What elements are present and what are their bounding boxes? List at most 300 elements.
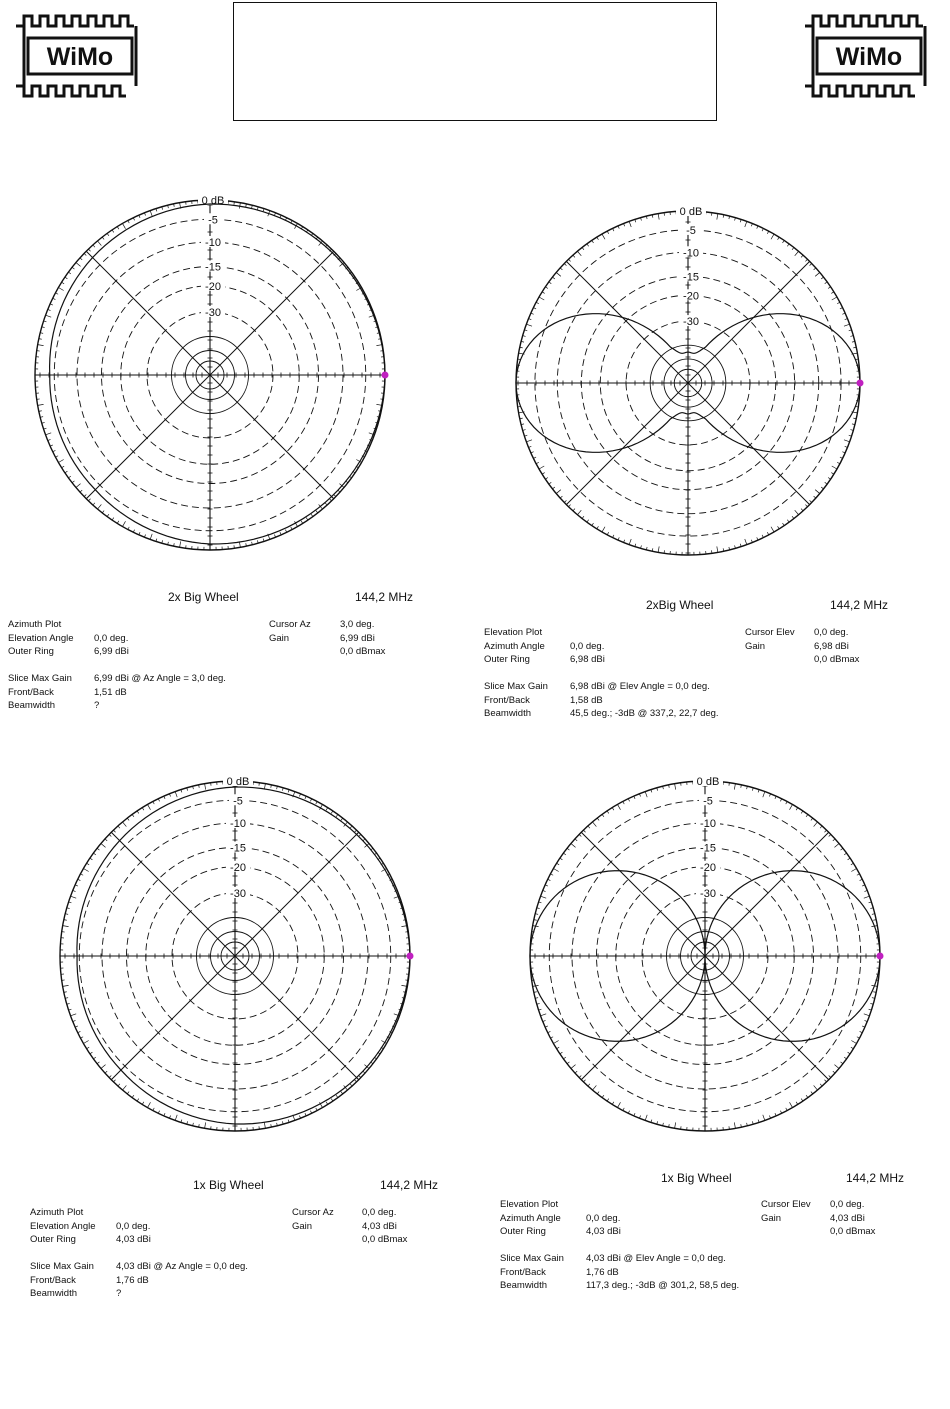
ring-tick [844,324,850,326]
info-value: 6,98 dBi @ Elev Angle = 0,0 deg. [570,681,710,692]
ring-label: -30 [230,888,246,900]
ring-tick [841,1062,843,1064]
ring-tick [597,237,599,240]
ring-tick [341,818,343,820]
ring-tick [107,514,109,516]
plot-frequency: 144,2 MHz [846,1171,905,1185]
info-plot-type: Elevation Plot [500,1199,559,1210]
ring-tick [825,482,827,484]
ring-tick [63,926,69,927]
ring-tick [844,853,846,855]
ring-tick [109,1075,111,1077]
ring-tick [539,466,544,469]
ring-tick [542,473,545,475]
ring-tick [582,247,584,249]
ring-tick [612,1102,614,1105]
ring-tick [834,1065,839,1069]
ring-tick [150,534,152,540]
ring-tick [805,505,807,507]
cursor-label: Gain [745,640,766,652]
wimo-logo-right [803,14,935,98]
ring-tick [801,509,803,511]
ring-tick [113,1080,115,1082]
ring-tick [778,237,780,240]
ring-label: -5 [703,795,713,808]
ring-tick [83,869,88,872]
ring-tick [771,234,774,239]
cursor-value: 6,98 dBi [814,640,849,652]
info-label: Elevation Angle [8,632,74,644]
ring-tick [851,869,856,872]
ring-tick [810,264,812,266]
ring-tick [331,811,333,813]
ring-label: -10 [683,247,699,260]
elevation-plot-2x [510,205,866,561]
ring-label: -20 [230,861,246,874]
ring-tick [824,1080,826,1082]
ring-tick [526,324,532,326]
ring-tick [84,253,86,255]
ring-tick [717,214,718,220]
ring-tick [588,1084,590,1086]
ring-tick [583,1080,585,1082]
plot-frequency: 144,2 MHz [380,1178,439,1192]
ring-tick [38,404,44,405]
ring-tick [831,292,834,294]
info-label: Slice Max Gain [30,1261,94,1272]
cursor-marker [877,953,884,960]
info-value: 0,0 deg. [570,640,605,652]
ring-tick [831,473,834,475]
ring-tick [795,251,799,256]
ring-tick [787,244,789,246]
ring-tick [821,487,823,489]
ring-tick [814,496,816,498]
ring-tick [301,521,303,524]
ring-tick [326,808,328,811]
ring-tick [851,1041,856,1044]
ring-label: 0 dB [226,776,250,788]
info-label: Front/Back [484,694,530,706]
info-1x-azimuth [30,1206,460,1306]
ring-tick [93,245,95,247]
cursor-value: 0,0 deg. [814,627,849,638]
ring-tick [205,1122,206,1128]
info-label: Azimuth Angle [484,640,545,652]
ring-tick [76,263,81,267]
ring-tick [132,1095,134,1097]
azimuth-plot-1x [55,776,415,1136]
ring-tick [90,1052,92,1054]
cursor-label: Cursor Elev [745,627,795,638]
ring-tick [618,1102,621,1107]
ring-tick [539,297,544,300]
info-value: 6,98 dBi [570,654,605,665]
plot-title: 2xBig Wheel [646,598,714,612]
cursor-value: 3,0 deg. [340,619,375,630]
cursor-marker [382,372,389,379]
info-label: Outer Ring [500,1226,546,1237]
info-value: 6,99 dBi @ Az Angle = 3,0 deg. [94,673,226,684]
cursor-label: Cursor Az [292,1207,334,1218]
ring-tick [569,259,571,261]
ring-tick [790,1102,793,1107]
ring-tick [105,839,107,841]
ring-tick [792,247,794,249]
ring-tick [71,1014,77,1016]
ring-tick [560,1052,562,1054]
ring-tick [597,1092,599,1094]
ring-tick [593,822,597,827]
plot-title: 1x Big Wheel [193,1178,264,1192]
ring-tick [844,440,850,442]
info-label: Beamwidth [8,700,55,711]
ring-tick [811,1092,813,1094]
ring-tick [618,804,621,809]
info-plot-type: Elevation Plot [484,627,543,638]
ring-tick [806,1095,808,1097]
ring-tick [573,509,575,511]
info-value: 4,03 dBi @ Az Angle = 0,0 deg. [116,1261,248,1272]
ring-tick [93,503,95,505]
ring-tick [46,433,52,435]
cursor-label [761,1225,811,1239]
info-value: ? [116,1288,122,1299]
ring-tick [552,487,554,489]
ring-tick [864,896,870,898]
info-plot-type: Azimuth Plot [30,1207,84,1218]
header-box [233,2,717,121]
ring-tick [98,241,102,246]
ring-tick [325,503,327,505]
ring-tick [592,240,594,242]
ring-tick [771,527,774,532]
ring-tick [118,1084,120,1086]
ring-tick [824,830,826,832]
ring-tick [796,1102,798,1105]
ring-tick [123,223,126,228]
ring-label: -10 [205,237,221,249]
ring-tick [137,811,139,813]
info-label: Outer Ring [484,654,530,665]
info-label: Front/Back [30,1274,76,1286]
ring-tick [557,863,560,865]
ring-tick [597,526,599,529]
info-value: 1,76 dB [116,1274,149,1286]
ring-tick [805,259,807,261]
ring-tick [645,792,647,798]
ring-tick [796,808,798,811]
ring-tick [68,476,70,478]
info-value: 0,0 deg. [586,1212,621,1224]
ring-tick [848,858,850,860]
ring-tick [102,237,104,239]
info-value: 6,99 dBi [94,646,129,657]
ring-label: -15 [683,271,699,284]
ring-tick [83,1041,88,1044]
cursor-marker [857,380,864,387]
ring-tick [828,478,830,480]
cursor-value: 0,0 deg. [830,1199,865,1210]
ring-tick [833,1071,835,1073]
ring-tick [541,896,547,898]
ring-tick [564,264,566,266]
ring-tick [150,211,152,217]
ring-tick [336,814,338,816]
ring-tick [553,869,558,872]
ring-tick [563,853,565,855]
ring-tick [331,1099,333,1101]
ring-tick [658,214,659,220]
ring-tick [127,1092,129,1094]
info-label: Outer Ring [30,1234,76,1245]
ring-tick [549,282,551,284]
ring-tick [583,830,585,832]
info-value: 0,0 deg. [116,1220,151,1232]
ring-tick [148,804,151,809]
ring-tick [577,251,581,256]
ring-tick [560,268,562,270]
ring-tick [848,1052,850,1054]
info-value: 45,5 deg.; -3dB @ 337,2, 22,7 deg. [570,708,719,719]
ring-tick [306,518,308,520]
ring-tick [815,272,820,276]
ring-tick [592,523,594,525]
cursor-label: Gain [292,1220,313,1232]
ring-tick [829,1075,831,1077]
ring-tick [588,826,590,828]
ring-tick [806,814,808,816]
polar-chart-svg [30,195,390,555]
ring-tick [63,985,69,986]
ring-tick [607,811,609,813]
ring-tick [132,814,134,816]
ring-label: -10 [230,818,246,830]
ring-tick [573,255,575,257]
ring-tick [832,297,837,300]
ring-label: -30 [205,307,221,319]
info-value: 1,58 dB [570,694,603,706]
ring-tick [545,287,547,289]
ring-tick [792,516,794,518]
ring-tick [820,826,822,828]
info-value: 4,03 dBi [116,1234,151,1245]
ring-label: 0 dB [201,195,225,207]
ring-tick [579,834,581,836]
ring-tick [717,546,718,552]
ring-tick [112,230,114,232]
ring-tick [833,839,835,841]
ring-tick [801,255,803,257]
ring-tick [97,848,99,850]
ring-tick [851,863,854,865]
ring-tick [563,1057,565,1059]
ring-tick [316,511,318,513]
info-2x-azimuth [8,618,438,718]
ring-tick [675,784,676,790]
ring-tick [68,272,70,274]
ring-tick [745,539,747,545]
ring-tick [820,1084,822,1086]
ring-tick [311,514,313,516]
ring-tick [205,784,206,790]
ring-tick [553,1041,558,1044]
info-1x-elevation [500,1198,940,1298]
ring-tick [123,1085,127,1090]
ring-tick [841,848,843,850]
cursor-value: 0,0 dBmax [830,1226,876,1237]
cursor-label [745,653,795,667]
ring-tick [597,818,599,820]
cursor-label [292,1233,334,1247]
ring-tick [579,1075,581,1077]
ring-tick [832,466,837,469]
ring-tick [123,822,127,827]
info-label: Azimuth Angle [500,1212,561,1224]
ring-tick [264,1122,265,1128]
ring-tick [801,811,803,813]
cursor-value: 4,03 dBi [830,1212,865,1224]
ring-tick [58,288,63,291]
ring-tick [851,1047,854,1049]
ring-tick [571,1065,576,1069]
ring-tick [564,500,566,502]
ring-tick [76,484,81,488]
info-value: 1,51 dB [94,686,127,698]
ring-tick [84,494,86,496]
info-label: Beamwidth [484,708,531,719]
ring-tick [113,830,115,832]
ring-tick [80,258,82,260]
ring-tick [645,1115,647,1121]
ring-tick [834,844,839,848]
ring-tick [117,227,119,230]
ring-label: -15 [230,842,246,855]
info-label: Slice Max Gain [500,1253,564,1264]
ring-tick [62,466,65,468]
cursor-label [269,645,311,659]
ring-tick [180,541,181,547]
ring-tick [556,272,561,276]
cursor-value: 0,0 deg. [362,1207,397,1218]
ring-label: -20 [683,290,699,303]
ring-tick [593,1085,597,1090]
ring-tick [815,490,820,494]
info-label: Outer Ring [8,646,54,657]
ring-tick [783,523,785,525]
wimo-logo-left [14,14,146,98]
ring-tick [354,830,356,832]
ring-tick [587,520,589,522]
ring-tick [763,792,765,798]
ring-tick [734,784,735,790]
info-2x-elevation [484,626,914,726]
ring-tick [117,521,119,524]
ring-label: -10 [700,818,716,830]
ring-tick [814,822,818,827]
info-label: Beamwidth [500,1280,547,1291]
ring-tick [787,520,789,522]
ring-tick [354,1080,356,1082]
ring-label: -15 [205,261,221,274]
ring-tick [71,896,77,898]
ring-tick [575,1071,577,1073]
ring-tick [526,440,532,442]
ring-tick [326,1102,328,1105]
info-label: Front/Back [500,1266,546,1278]
ring-tick [175,1115,177,1121]
cursor-value: 0,0 dBmax [362,1234,408,1245]
ring-tick [65,277,67,279]
ring-tick [828,287,830,289]
polar-chart-svg [55,776,415,1136]
info-value: 117,3 deg.; -3dB @ 301,2, 58,5 deg. [586,1280,740,1291]
ring-tick [675,1122,676,1128]
info-value: 4,03 dBi [586,1226,621,1237]
ring-tick [587,244,589,246]
ring-tick [137,1099,139,1101]
ring-tick [90,858,92,860]
ring-label: -30 [683,316,699,329]
info-label: Front/Back [8,686,54,698]
info-value: ? [94,700,100,711]
ring-tick [542,292,545,294]
cursor-value: 6,99 dBi [340,632,375,644]
info-value: 4,03 dBi @ Elev Angle = 0,0 deg. [586,1253,726,1264]
ring-tick [350,826,352,828]
cursor-label: Cursor Elev [761,1199,811,1210]
ring-tick [814,268,816,270]
ring-tick [93,853,95,855]
ring-tick [87,1047,90,1049]
logo-text: WiMo [46,43,114,71]
info-label: Elevation Angle [30,1220,96,1232]
ring-tick [142,808,144,811]
info-label: Beamwidth [30,1288,77,1299]
ring-tick [602,234,605,239]
ring-tick [560,496,562,498]
ring-tick [795,510,799,515]
ring-tick [38,345,44,346]
ring-tick [778,526,780,529]
ring-label: -20 [205,280,221,293]
plot-title: 2x Big Wheel [168,590,239,604]
ring-tick [658,546,659,552]
ring-tick [148,1102,151,1107]
plot-frequency: 144,2 MHz [830,598,889,612]
ring-tick [864,1014,870,1016]
ring-tick [829,834,831,836]
ring-tick [763,1115,765,1121]
ring-tick [341,1092,343,1094]
ring-tick [175,792,177,798]
ring-tick [62,282,65,284]
ring-tick [101,1065,106,1069]
ring-tick [88,249,90,251]
info-value: 0,0 deg. [94,632,129,644]
ring-tick [545,478,547,480]
ring-tick [734,1122,735,1128]
info-label: Slice Max Gain [484,681,548,692]
ring-label: -5 [686,224,696,237]
info-plot-type: Azimuth Plot [8,619,62,630]
cursor-label: Gain [761,1212,782,1224]
ring-label: -5 [208,214,218,227]
ring-tick [101,844,106,848]
ring-tick [107,233,109,235]
cursor-value: 4,03 dBi [362,1220,397,1232]
ring-tick [102,511,104,513]
